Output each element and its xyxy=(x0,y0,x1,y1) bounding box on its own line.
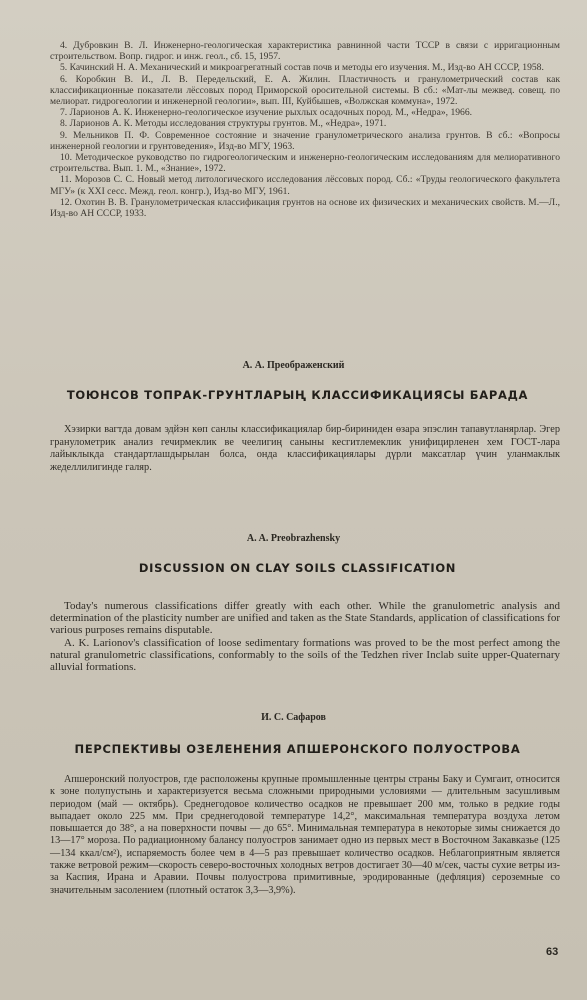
russian-title: ПЕРСПЕКТИВЫ ОЗЕЛЕНЕНИЯ АПШЕРОНСКОГО ПОЛУОСТРОВА xyxy=(74,742,521,756)
turkmen-title: ТОЮНСОВ ТОПРАК-ГРУНТЛАРЫҢ КЛАССИФИКАЦИЯСЫ БАРАДА xyxy=(66,388,529,402)
turkmen-author: А. А. Преображенский xyxy=(242,360,345,371)
reference-item: 5. Качинский Н. А. Механический и микроагрегатный состав почв и методы его изучения. М., Изд-во АН СССР, 1958. xyxy=(60,62,544,74)
russian-body xyxy=(50,774,560,897)
page-number: 63 xyxy=(546,946,559,958)
reference-item: 10. Методическое руководство по гидрогеологическим и инженерно-геологическим исследованиям для мелиоративного строительства. Вып. 1. М., «Знание», 1972. xyxy=(50,152,560,175)
english-paragraph: Today's numerous classifications differ greatly with each other. While the granulometric analysis and determination of the plasticity number are unified and taken as the State Standards, application of classifications for various purposes remains disputable. xyxy=(50,600,560,637)
russian-paragraph: Апшеронский полуостров, где расположены крупные промышленные центры страны Баку и Сумгаит, относится к зоне полупустынь и характеризуется весьма сложными природными условиями — длительным засушливым периодом (май — октябрь). Среднегодовое количество осадков не превышает 200 мм, только в редкие годы выпадает около 225 мм. При среднегодовой температуре 14,2°, максимальная температура воздуха летом повышается до 38°, а на поверхности почвы — до 65°. Минимальная температура в некоторые зимы снижается до 13—17° мороза. По радиационному балансу полуостров занимает одно из первых мест в Восточном Закавказье (125—134 ккал/см²), испаряемость более чем в 4—5 раз превышает количество осадков. Неблагоприятным является также ветровой режим—скорость северо-восточных холодных ветров достигает 30—40 м/сек, часты сухие ветры из-за Каспия, Ирана и Аравии. Почвы полуострова примитивные, эродированные (дефляция) сероземные со значительным засолением (плотный остаток 3,3—3,9%). xyxy=(50,774,560,896)
reference-list xyxy=(50,40,560,219)
russian-author: И. С. Сафаров xyxy=(261,712,326,723)
turkmen-abstract xyxy=(50,424,560,474)
reference-item: 7. Ларионов А. К. Инженерно-геологическое изучение рыхлых осадочных пород. М., «Недра», 1966. xyxy=(60,107,473,119)
reference-item: 12. Охотин В. В. Гранулометрическая классификация грунтов на основе их физических и механических свойств. М.—Л., Изд-во АН СССР, 1933. xyxy=(50,196,560,220)
reference-item: 9. Мельников П. Ф. Современное состояние и значение гранулометрического анализа грунтов. В сб.: «Вопросы инженерной геологии и грунтоведения», Изд-во МГУ, 1963. xyxy=(50,129,560,152)
turkmen-paragraph: Хэзирки вагтда довам эдйэн көп санлы классификациялар бир-бириниден өзара эпэслин тапавутланярлар. Эгер гранулометрик анализ гечирмеклик ве чеелигиң саныны кесгитлемеклик унифицирленен хем ГОСТ-лара лайыклыкда стандартлашдырылан болса, онда классификациялары дүрли максатлар үчин уланмаклык жеделлилигинде галяр. xyxy=(50,424,560,473)
reference-item: 11. Морозов С. С. Новый метод литологического исследования лёссовых пород. Сб.: «Труды геологического факультета МГУ» (к XXI сесс. Межд. геол. конгр.), Изд-во МГУ, 1961. xyxy=(50,174,560,197)
english-abstract xyxy=(50,600,560,673)
english-paragraph: A. K. Larionov's classification of loose sedimentary formations was proved to be the most perfect among the natural granulometric classifications, conformably to the soils of the Tedzhen river Inclab suite upper-Quaternary alluvial formations. xyxy=(50,636,560,674)
english-title: DISCUSSION ON CLAY SOILS CLASSIFICATION xyxy=(138,561,457,575)
english-author: A. A. Preobrazhensky xyxy=(246,533,341,544)
reference-item: 6. Коробкин В. И., Л. В. Передельский, Е. А. Жилин. Пластичность и гранулометрический состав как классификационные показатели лёссовых пород Приморской оросительной системы. В сб.: «Мат-лы межвед. совещ. по мелиорат. гидрогеологии и инженерной геологии», вып. III, Куйбышев, «Волжская коммуна», 1972. xyxy=(50,73,560,108)
reference-item: 8. Ларионов А. К. Методы исследования структуры грунтов. М., «Недра», 1971. xyxy=(60,118,387,130)
reference-item: 4. Дубровкин В. Л. Инженерно-геологическая характеристика равнинной части ТССР в связи с ирригационным строительством. Вопр. гидрог. и инж. геол., сб. 15, 1957. xyxy=(50,40,560,63)
